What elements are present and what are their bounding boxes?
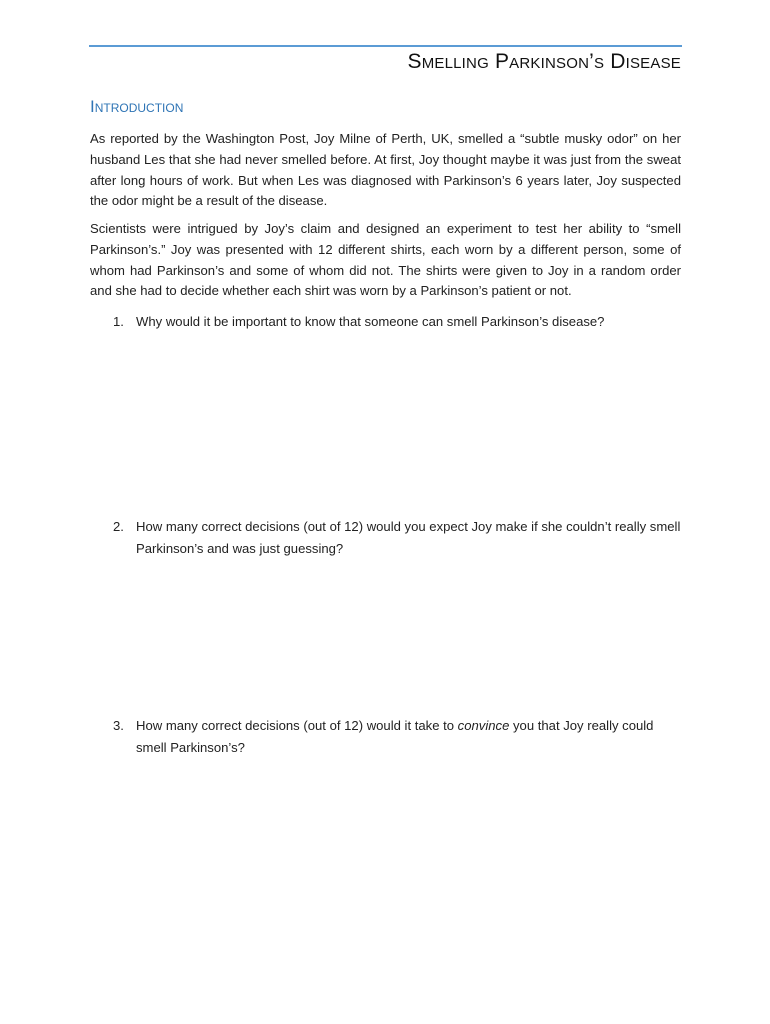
header-rule	[89, 45, 682, 47]
question-2	[113, 516, 683, 560]
question-number: 1.	[113, 314, 124, 329]
question-1	[113, 311, 683, 333]
document-title: Smelling Parkinson’s Disease	[407, 50, 681, 73]
question-text-start: How many correct decisions (out of 12) would it take to	[136, 718, 458, 733]
section-heading-introduction: Introduction	[90, 97, 184, 116]
question-text-end: you that Joy really could smell Parkinson’s?	[136, 718, 654, 755]
question-text: How many correct decisions (out of 12) would you expect Joy make if she couldn’t really smell Parkinson’s and was just guessing?	[136, 519, 681, 556]
question-text: Why would it be important to know that someone can smell Parkinson’s disease?	[136, 314, 605, 329]
intro-paragraph-1: As reported by the Washington Post, Joy Milne of Perth, UK, smelled a “subtle musky odor” on her husband Les that she had never smelled before. At first, Joy thought maybe it was just from the sweat after long hours of work. But when Les was diagnosed with Parkinson’s 6 years later, Joy suspected the odor might be a result of the disease.	[90, 131, 681, 209]
question-number: 3.	[113, 718, 124, 733]
question-text	[136, 715, 683, 759]
intro-paragraph-2: Scientists were intrigued by Joy’s claim and designed an experiment to test her ability to “smell Parkinson’s.” Joy was presented with 12 different shirts, each worn by a different person, some of whom had Parkinson’s and some of whom did not. The shirts were given to Joy in a random order and she had to decide whether each shirt was worn by a Parkinson’s patient or not.	[90, 221, 681, 299]
question-number: 2.	[113, 519, 124, 534]
question-text-emphasis: convince	[457, 718, 510, 733]
question-3	[113, 715, 683, 759]
